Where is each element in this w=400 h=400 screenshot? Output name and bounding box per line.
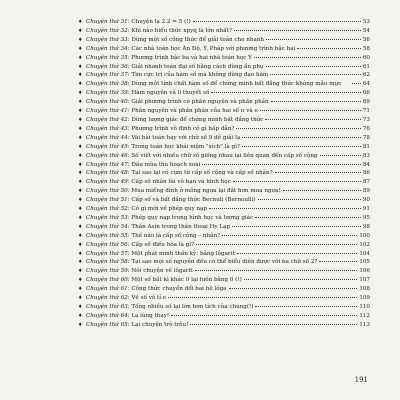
entry-label: Chuyện thứ 59: (86, 268, 130, 275)
diamond-bullet-icon: ♦ (78, 27, 83, 34)
entry-title: Nói chuyện về lôgarit (131, 268, 193, 275)
entry-title: Dùng một số công thức để giải toán cho nhanh (131, 36, 265, 43)
entry-label: Chuyện thứ 63: (86, 304, 130, 310)
entry-label: Chuyện thứ 49: (86, 179, 130, 186)
entry-page: 61 (362, 63, 370, 70)
toc-entry (78, 125, 370, 134)
entry-label: Chuyện thứ 54: (86, 223, 130, 230)
toc-entry (78, 214, 370, 223)
entry-title: Cấp số nhân lùi vô hạn và hình học (131, 179, 231, 186)
entry-page: 106 (359, 268, 370, 275)
entry-page: 53 (362, 19, 370, 25)
toc-entry (78, 54, 370, 63)
entry-label: Chuyện thứ 50: (86, 188, 130, 195)
toc-entry (78, 134, 370, 143)
dot-leader (319, 261, 357, 262)
dot-leader (297, 48, 361, 49)
diamond-bullet-icon: ♦ (78, 241, 83, 248)
entry-page: 78 (362, 134, 370, 141)
entry-label: Chuyện thứ 52: (86, 206, 130, 213)
entry-page: 91 (362, 206, 370, 213)
entry-title: Về số vô tỉ e (131, 295, 167, 302)
toc-entry (78, 294, 370, 303)
dot-leader (271, 101, 361, 102)
entry-page: 108 (359, 286, 370, 293)
diamond-bullet-icon: ♦ (78, 125, 83, 132)
entry-page: 62 (362, 72, 370, 79)
diamond-bullet-icon: ♦ (78, 321, 83, 328)
diamond-bullet-icon: ♦ (78, 206, 83, 213)
diamond-bullet-icon: ♦ (78, 108, 83, 115)
entry-title: Dùng một tính chất hàm số để chứng minh bất đẳng thức không mẫu mực (131, 81, 342, 88)
entry-label: Chuyện thứ 32: (86, 27, 130, 34)
entry-title: Hàm nguyên và lí thuyết số (131, 90, 210, 97)
dot-leader (190, 324, 357, 325)
dot-leader (266, 66, 361, 67)
entry-title: Giải nhanh toán đại số bằng cách dùng ẩn phụ (131, 63, 264, 70)
diamond-bullet-icon: ♦ (78, 45, 83, 52)
entry-label: Chuyện thứ 53: (86, 214, 130, 221)
toc-entry (78, 250, 370, 259)
entry-title: Phương trình vô định có gì hấp dẫn? (131, 125, 235, 132)
entry-label: Chuyện thứ 56: (86, 241, 130, 248)
entry-title: Cấp số điều hòa là gì? (131, 241, 195, 248)
entry-title: Các nhà toán học Ấn Độ, Ý, Pháp với phương trình bậc hai (131, 45, 296, 52)
dot-leader (236, 128, 360, 129)
table-of-contents (78, 18, 370, 330)
entry-label: Chuyện thứ 48: (86, 170, 130, 177)
entry-label: Chuyện thứ 51: (86, 197, 130, 204)
entry-label: Chuyện thứ 37: (86, 72, 130, 79)
toc-entry (78, 205, 370, 214)
entry-page: 81 (362, 143, 370, 150)
toc-entry (78, 152, 370, 161)
diamond-bullet-icon: ♦ (78, 81, 83, 88)
toc-entry (78, 241, 370, 250)
dot-leader (266, 39, 361, 40)
entry-title: Tại sao lại có cụm từ cấp số cộng và cấp số nhân? (131, 170, 273, 177)
entry-page: 107 (359, 277, 370, 284)
dot-leader (234, 30, 361, 31)
entry-label: Chuyện thứ 62: (86, 295, 130, 302)
entry-title: Tìm cực trị của hàm số mà không dùng đạo hàm (131, 72, 269, 79)
entry-page: 89 (362, 188, 370, 195)
dot-leader (255, 306, 357, 307)
dot-leader (320, 155, 361, 156)
toc-entry (78, 98, 370, 107)
entry-page: 84 (362, 161, 370, 168)
toc-entry (78, 258, 370, 267)
entry-title: Cấp số và bất đẳng thức Becnuli (Bernoulli) (131, 197, 256, 204)
diamond-bullet-icon: ♦ (78, 295, 83, 302)
entry-page: 100 (359, 232, 370, 239)
entry-label: Chuyện thứ 38: (86, 81, 130, 88)
entry-title: Công thức chuyển đổi hai hệ lôga (131, 286, 227, 293)
entry-page: 60 (362, 54, 370, 61)
entry-page: 83 (362, 152, 370, 159)
entry-title: Thần Asin trong thần thoại Hy Lạp (131, 223, 231, 230)
diamond-bullet-icon: ♦ (78, 250, 83, 257)
dot-leader (270, 74, 361, 75)
toc-entry (78, 143, 370, 152)
diamond-bullet-icon: ♦ (78, 214, 83, 221)
entry-title: Số viết với nhiều chữ số giống nhau lại liên quan đến cấp số cộng (131, 152, 318, 159)
toc-entry (78, 285, 370, 294)
entry-page: 64 (362, 81, 370, 88)
entry-title: Chuyện lạ 2.2 = 5 (!) (131, 19, 191, 25)
entry-label: Chuyện thứ 35: (86, 54, 130, 61)
entry-label: Chuyện thứ 36: (86, 63, 130, 70)
dot-leader (222, 235, 357, 236)
toc-entry (78, 232, 370, 241)
diamond-bullet-icon: ♦ (78, 312, 83, 319)
page-number: 191 (354, 376, 368, 384)
toc-entry (78, 276, 370, 285)
toc-entry (78, 187, 370, 196)
entry-page: 87 (362, 179, 370, 186)
entry-title: Mua miếng đình ở mông ngựa lại đắt hơn mua ngựa! (131, 188, 281, 195)
dot-leader (255, 217, 361, 218)
diamond-bullet-icon: ♦ (78, 232, 83, 239)
entry-title: Có gì mới về phép quy nạp (131, 206, 208, 213)
entry-page: 113 (359, 321, 370, 328)
toc-entry (78, 267, 370, 276)
dot-leader (211, 92, 361, 93)
entry-title: Một số bất kì khác 0 lại luôn bằng 0 (!) (131, 277, 242, 284)
diamond-bullet-icon: ♦ (78, 304, 83, 310)
entry-page: 95 (362, 214, 370, 221)
dot-leader (258, 199, 361, 200)
diamond-bullet-icon: ♦ (78, 116, 83, 123)
entry-page: 58 (362, 45, 370, 52)
dot-leader (232, 226, 361, 227)
entry-label: Chuyện thứ 64: (86, 312, 130, 319)
entry-page: 54 (362, 27, 370, 34)
entry-page: 86 (362, 170, 370, 177)
diamond-bullet-icon: ♦ (78, 143, 83, 150)
toc-entry (78, 223, 370, 232)
entry-label: Chuyện thứ 42: (86, 116, 130, 123)
entry-label: Chuyện thứ 60: (86, 277, 130, 284)
toc-entry (78, 45, 370, 54)
dot-leader (233, 181, 361, 182)
diamond-bullet-icon: ♦ (78, 223, 83, 230)
entry-page: 69 (362, 99, 370, 106)
entry-label: Chuyện thứ 47: (86, 161, 130, 168)
dot-leader (195, 270, 358, 271)
toc-entry (78, 321, 370, 330)
diamond-bullet-icon: ♦ (78, 19, 83, 25)
entry-page: 109 (359, 295, 370, 302)
dot-leader (202, 164, 360, 165)
dot-leader (352, 83, 361, 84)
toc-entry (78, 63, 370, 72)
entry-page: 71 (362, 108, 370, 115)
dot-leader (193, 21, 361, 22)
entry-title: Phần nguyên và phần phân của hai số π và e (131, 108, 258, 115)
diamond-bullet-icon: ♦ (78, 134, 83, 141)
toc-entry (78, 312, 370, 321)
toc-entry (78, 89, 370, 98)
toc-entry (78, 107, 370, 116)
entry-label: Chuyện thứ 39: (86, 90, 130, 97)
entry-title: Lạ lùng thay! (131, 312, 170, 319)
entry-title: Đầu mùa thu hoạch xoài (131, 161, 201, 168)
diamond-bullet-icon: ♦ (78, 268, 83, 275)
dot-leader (242, 146, 361, 147)
toc-entry (78, 116, 370, 125)
diamond-bullet-icon: ♦ (78, 90, 83, 97)
dot-leader (283, 190, 361, 191)
diamond-bullet-icon: ♦ (78, 179, 83, 186)
dot-leader (242, 137, 361, 138)
toc-entry (78, 71, 370, 80)
entry-page: 73 (362, 116, 370, 123)
entry-label: Chuyện thứ 41: (86, 108, 130, 115)
entry-title: Dùng lượng giác để chứng minh bất đẳng thức (131, 116, 264, 123)
diamond-bullet-icon: ♦ (78, 161, 83, 168)
entry-label: Chuyện thứ 57: (86, 250, 130, 257)
entry-title: Phương trình bậc ba và hai nhà toán học Ý (131, 54, 252, 61)
entry-title: Một phát minh thần kỳ: bảng lôgarit (131, 250, 235, 257)
entry-label: Chuyện thứ 58: (86, 259, 130, 266)
dot-leader (275, 172, 361, 173)
diamond-bullet-icon: ♦ (78, 54, 83, 61)
entry-title: Thế nào là cấp số cộng – nhân? (131, 232, 221, 239)
toc-entry (78, 80, 370, 89)
entry-label: Chuyện thứ 40: (86, 99, 130, 106)
dot-leader (168, 297, 357, 298)
entry-label: Chuyện thứ 34: (86, 45, 130, 52)
dot-leader (209, 208, 361, 209)
dot-leader (244, 279, 358, 280)
diamond-bullet-icon: ♦ (78, 63, 83, 70)
entry-page: 110 (359, 304, 370, 310)
diamond-bullet-icon: ♦ (78, 99, 83, 106)
diamond-bullet-icon: ♦ (78, 286, 83, 293)
entry-label: Chuyện thứ 55: (86, 232, 130, 239)
entry-title: Vài bài toán hay với chữ số 9 dễ giải lạ (131, 134, 241, 141)
diamond-bullet-icon: ♦ (78, 170, 83, 177)
entry-label: Chuyện thứ 43: (86, 125, 130, 132)
entry-page: 104 (359, 250, 370, 257)
diamond-bullet-icon: ♦ (78, 277, 83, 284)
toc-entry (78, 36, 370, 45)
entry-label: Chuyện thứ 65: (86, 321, 130, 328)
toc-entry (78, 303, 370, 312)
diamond-bullet-icon: ♦ (78, 152, 83, 159)
diamond-bullet-icon: ♦ (78, 259, 83, 266)
dot-leader (229, 288, 358, 289)
diamond-bullet-icon: ♦ (78, 197, 83, 204)
entry-page: 90 (362, 197, 370, 204)
entry-label: Chuyện thứ 44: (86, 134, 130, 141)
toc-entry (78, 178, 370, 187)
diamond-bullet-icon: ♦ (78, 72, 83, 79)
entry-page: 102 (359, 241, 370, 248)
dot-leader (196, 244, 357, 245)
entry-label: Chuyện thứ 31: (86, 19, 130, 25)
dot-leader (171, 315, 357, 316)
toc-entry (78, 18, 370, 27)
diamond-bullet-icon: ♦ (78, 36, 83, 43)
dot-leader (254, 57, 361, 58)
entry-label: Chuyện thứ 46: (86, 152, 130, 159)
entry-page: 76 (362, 125, 370, 132)
dot-leader (260, 110, 361, 111)
entry-page: 105 (359, 259, 370, 266)
entry-title: Lại chuyện trò trêu! (131, 321, 189, 328)
dot-leader (265, 119, 360, 120)
toc-entry (78, 27, 370, 36)
diamond-bullet-icon: ♦ (78, 188, 83, 195)
entry-page: 56 (362, 36, 370, 43)
toc-entry (78, 161, 370, 170)
entry-title: Trong toán học khái niệm "xích" là gì? (131, 143, 240, 150)
toc-entry (78, 196, 370, 205)
entry-page: 98 (362, 223, 370, 230)
entry-title: Tại sao mọi số nguyên đều có thể biểu diễn được với ba chữ số 2? (131, 259, 318, 266)
entry-title: Giải phương trình có phần nguyên và phần phân (131, 99, 269, 106)
entry-title: Tổng nhiều số lại lớn hơn tích của chúng(!) (131, 304, 254, 310)
entry-page: 66 (362, 90, 370, 97)
entry-label: Chuyện thứ 33: (86, 36, 130, 43)
entry-label: Chuyện thứ 61: (86, 286, 130, 293)
toc-entry (78, 169, 370, 178)
entry-title: Phép quy nạp trong hình học và lượng giác (131, 214, 254, 221)
dot-leader (237, 253, 358, 254)
entry-page: 112 (359, 312, 370, 319)
entry-title: Khi nào biểu thức xpyq là lớn nhất? (131, 27, 232, 34)
entry-label: Chuyện thứ 45: (86, 143, 130, 150)
